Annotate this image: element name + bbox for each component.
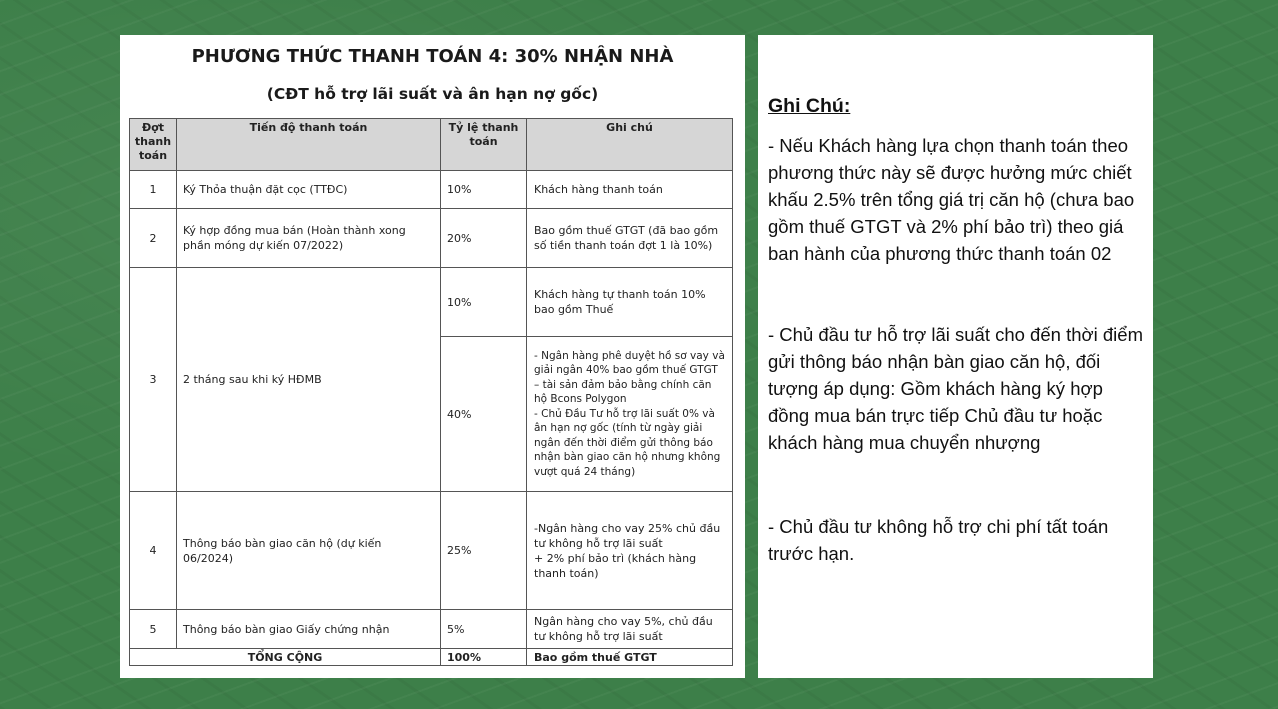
table-row — [130, 209, 733, 268]
stage-cell: 3 — [130, 268, 177, 492]
table-total-row — [130, 649, 733, 666]
rate-cell: 5% — [441, 610, 527, 649]
notes-panel — [758, 35, 1153, 678]
table-row — [130, 492, 733, 610]
header-note: Ghi chú — [527, 119, 733, 171]
progress-cell: Ký Thỏa thuận đặt cọc (TTĐC) — [177, 171, 441, 209]
payment-table — [129, 118, 733, 666]
note-item: - Nếu Khách hàng lựa chọn thanh toán theo phương thức này sẽ được hưởng mức chiết khấu 2.5% trên tổng giá trị căn hộ (chưa bao gồm thuế GTGT và 2% phí bảo trì) theo giá ban hành của phương thức thanh toán 02 — [768, 135, 1135, 264]
rate-cell: 20% — [441, 209, 527, 268]
total-rate: 100% — [441, 649, 527, 666]
table-row — [130, 171, 733, 209]
total-label: TỔNG CỘNG — [130, 649, 441, 666]
payment-document — [120, 35, 745, 678]
table-row — [130, 268, 733, 337]
note-cell: Bao gồm thuế GTGT (đã bao gồm số tiền thanh toán đợt 1 là 10%) — [527, 209, 733, 268]
progress-cell: Thông báo bàn giao căn hộ (dự kiến 06/2024) — [177, 492, 441, 610]
note-item: - Chủ đầu tư không hỗ trợ chi phí tất toán trước hạn. — [768, 516, 1109, 564]
stage-cell: 1 — [130, 171, 177, 209]
progress-cell: 2 tháng sau khi ký HĐMB — [177, 268, 441, 492]
header-rate: Tỷ lệ thanh toán — [441, 119, 527, 171]
progress-cell: Ký hợp đồng mua bán (Hoàn thành xong phần móng dự kiến 07/2022) — [177, 209, 441, 268]
notes-title: Ghi Chú: — [768, 95, 851, 117]
header-progress: Tiến độ thanh toán — [177, 119, 441, 171]
rate-cell: 40% — [441, 337, 527, 492]
progress-cell: Thông báo bàn giao Giấy chứng nhận — [177, 610, 441, 649]
note-cell: Khách hàng tự thanh toán 10% bao gồm Thuế — [527, 268, 733, 337]
note-cell: Ngân hàng cho vay 5%, chủ đầu tư không hỗ trợ lãi suất — [527, 610, 733, 649]
table-header-row — [130, 119, 733, 171]
note-cell: -Ngân hàng cho vay 25% chủ đầu tư không hỗ trợ lãi suất + 2% phí bảo trì (khách hàng thanh toán) — [527, 492, 733, 610]
document-title: PHƯƠNG THỨC THANH TOÁN 4: 30% NHẬN NHÀ — [191, 46, 674, 67]
note-item: - Chủ đầu tư hỗ trợ lãi suất cho đến thời điểm gửi thông báo nhận bàn giao căn hộ, đối tượng áp dụng: Gồm khách hàng ký hợp đồng mua bán trực tiếp Chủ đầu tư hoặc khách hàng mua chuyển nhượng — [768, 324, 1143, 453]
rate-cell: 10% — [441, 171, 527, 209]
header-stage: Đợt thanh toán — [130, 119, 177, 171]
note-cell: Khách hàng thanh toán — [527, 171, 733, 209]
stage-cell: 4 — [130, 492, 177, 610]
note-cell: - Ngân hàng phê duyệt hồ sơ vay và giải ngân 40% bao gồm thuế GTGT – tài sản đảm bảo bằng chính căn hộ Bcons Polygon - Chủ Đầu Tư hỗ trợ lãi suất 0% và ân hạn nợ gốc (tính từ ngày giải ngân đến thời điểm gửi thông báo nhận bàn giao căn hộ nhưng không vượt quá 24 tháng) — [527, 337, 733, 492]
stage-cell: 2 — [130, 209, 177, 268]
table-row — [130, 610, 733, 649]
rate-cell: 10% — [441, 268, 527, 337]
document-subtitle: (CĐT hỗ trợ lãi suất và ân hạn nợ gốc) — [266, 85, 599, 103]
rate-cell: 25% — [441, 492, 527, 610]
total-note: Bao gồm thuế GTGT — [527, 649, 733, 666]
stage-cell: 5 — [130, 610, 177, 649]
